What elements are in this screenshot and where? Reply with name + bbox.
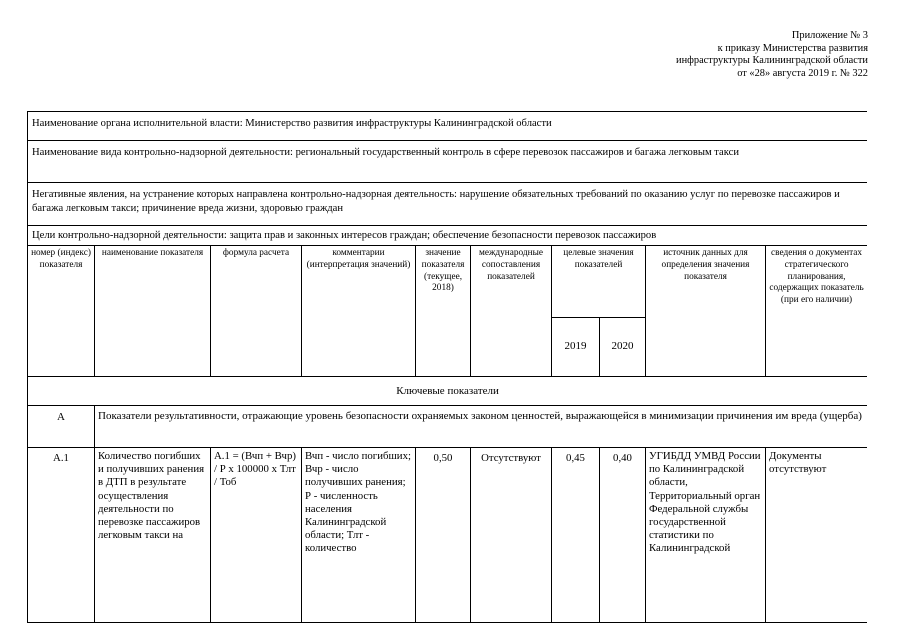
column-header-row [28, 246, 868, 318]
col-year-2019: 2019 [552, 317, 600, 376]
col-comments: комментарии (интерпретация значений) [302, 246, 416, 377]
a1-source: УГИБДД УМВД России по Калининградской области, Территориальный орган Федеральной службы государственной статистики по Калининградской [646, 448, 766, 623]
a1-target-2020: 0,40 [600, 448, 646, 623]
indicators-table [27, 111, 867, 623]
a1-value: 0,50 [416, 448, 471, 623]
appendix-header [448, 30, 868, 80]
col-number: номер (индекс) показателя [28, 246, 95, 377]
col-docs: сведения о документах стратегического планирования, содержащих показатель (при его наличии) [766, 246, 868, 377]
col-international: международные сопоставления показателей [471, 246, 552, 377]
col-year-2020: 2020 [600, 317, 646, 376]
activity-goals: Цели контрольно-надзорной деятельности: защита прав и законных интересов граждан; обеспечение безопасности перевозок пассажиров [28, 226, 868, 246]
a1-docs: Документы отсутствуют [766, 448, 868, 623]
a1-comments: Вчп - число погибших; Вчр - число получивших ранения; Р - численность населения Калининградской области; Тлт - количество [302, 448, 416, 623]
negative-phenomena-row [28, 183, 868, 226]
order-reference: к приказу Министерства развития [717, 42, 868, 54]
organ-row [28, 112, 868, 141]
organ-name: Наименование органа исполнительной власти: Министерство развития инфраструктуры Калининградской области [28, 112, 868, 141]
section-title-row [28, 377, 868, 406]
col-source: источник данных для определения значения показателя [646, 246, 766, 377]
col-formula: формула расчета [211, 246, 302, 377]
a1-international: Отсутствуют [471, 448, 552, 623]
activity-type: Наименование вида контрольно-надзорной деятельности: региональный государственный контроль в сфере перевозок пассажиров и багажа легковым такси [28, 141, 868, 183]
indicators-table-container [27, 111, 867, 640]
a1-name: Количество погибших и получивших ранения в ДТП в результате осуществления деятельности по перевозке пассажиров легковым такси на [95, 448, 211, 623]
section-a-text: Показатели результативности, отражающие уровень безопасности охраняемых законом ценностей, выражающейся в минимизации причинения им вреда (ущерба) [95, 406, 868, 448]
ministry-name: инфраструктуры Калининградской области [676, 55, 868, 66]
a1-target-2019: 0,45 [552, 448, 600, 623]
order-date: от «28» августа 2019 г. № 322 [737, 67, 868, 79]
negative-phenomena: Негативные явления, на устранение которых направлена контрольно-надзорная деятельность: нарушение обязательных требований по оказанию услуг по перевозке пассажиров и багажа легковым такси; причинение вреда жизни, здоровью граждан [28, 183, 868, 226]
appendix-number: Приложение № 3 [791, 30, 868, 41]
col-name: наименование показателя [95, 246, 211, 377]
col-value: значение показателя (текущее, 2018) [416, 246, 471, 377]
section-a-row [28, 406, 868, 448]
a1-code: А.1 [28, 448, 95, 623]
section-title: Ключевые показатели [28, 377, 868, 406]
col-targets: целевые значения показателей [552, 246, 646, 318]
a1-formula: А.1 = (Вчп + Вчр) / Р х 100000 х Тлт / Тоб [211, 448, 302, 623]
section-a-code: А [28, 406, 95, 448]
activity-type-row [28, 141, 868, 183]
goals-row [28, 226, 868, 246]
indicator-row-a1 [28, 448, 868, 623]
